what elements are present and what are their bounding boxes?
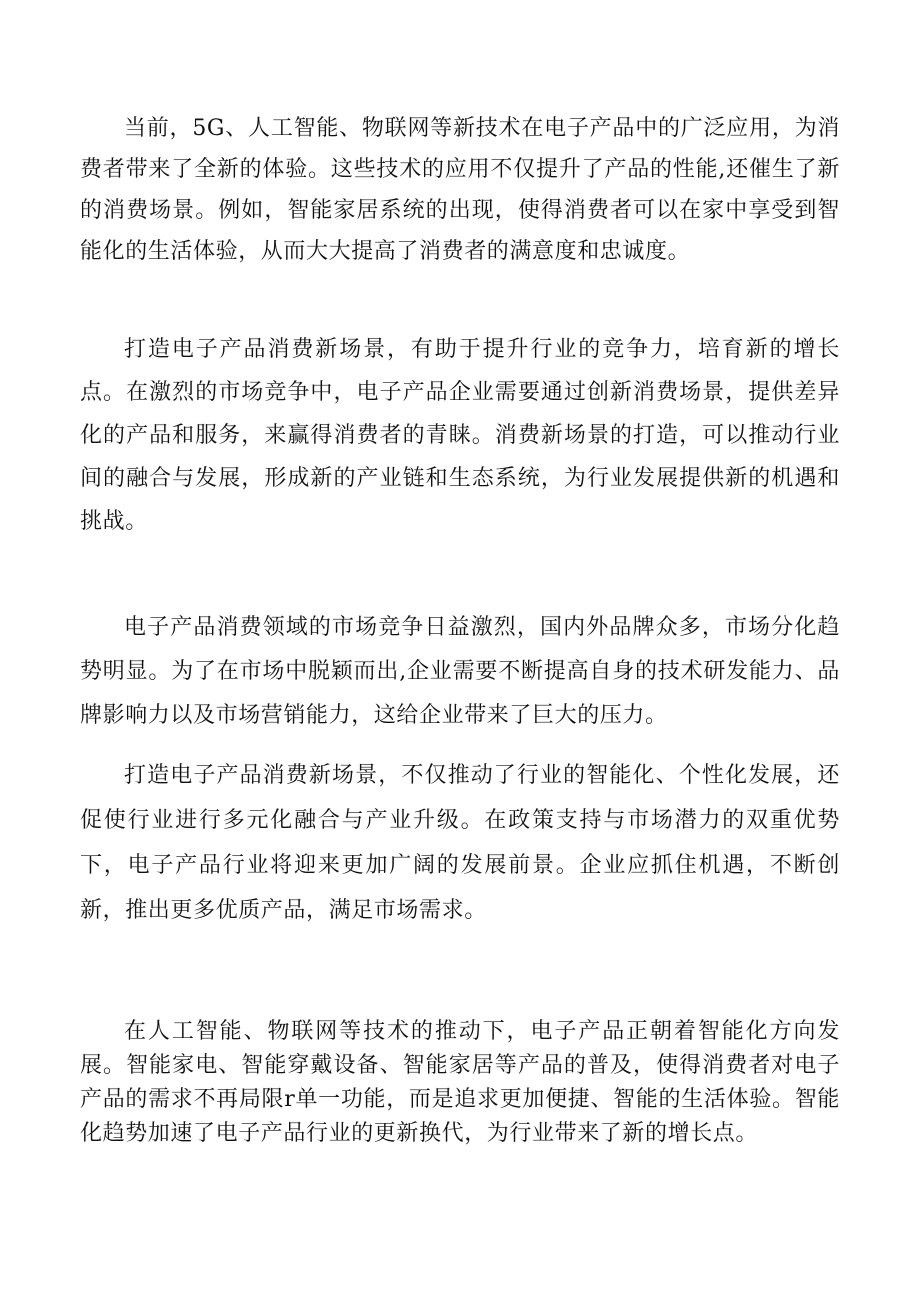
paragraph-1: 当前，5G、人工智能、物联网等新技术在电子产品中的广泛应用，为消费者带来了全新的体验。这些技术的应用不仅提升了产品的性能,还催生了新的消费场景。例如，智能家居系统的出现，使得消费者可以在家中享受到智能化的生活体验，从而大大提高了消费者的满意度和忠诚度。 (80, 116, 840, 264)
paragraph-3: 电子产品消费领域的市场竞争日益激烈，国内外品牌众多，市场分化趋势明显。为了在市场中脱颖而出,企业需要不断提高自身的技术研发能力、品牌影响力以及市场营销能力，这给企业带来了巨大的压力。 (80, 615, 840, 728)
paragraph-5: 在人工智能、物联网等技术的推动下，电子产品正朝着智能化方向发展。智能家电、智能穿戴设备、智能家居等产品的普及，使得消费者对电子产品的需求不再局限r单一功能，而是追求更加便捷、智能的生活体验。智能化趋势加速了电子产品行业的更新换代，为行业带来了新的增长点。 (80, 1019, 840, 1146)
paragraph-4: 打造电子产品消费新场景，不仅推动了行业的智能化、个性化发展，还促使行业进行多元化融合与产业升级。在政策支持与市场潜力的双重优势下，电子产品行业将迎来更加广阔的发展前景。企业应抓住机遇，不断创新，推出更多优质产品，满足市场需求。 (80, 763, 840, 923)
paragraph-2: 打造电子产品消费新场景，有助于提升行业的竞争力，培育新的增长点。在激烈的市场竞争中，电子产品企业需要通过创新消费场景，提供差异化的产品和服务，来赢得消费者的青睐。消费新场景的打造，可以推动行业间的融合与发展，形成新的产业链和生态系统，为行业发展提供新的机遇和挑战。 (80, 337, 840, 534)
